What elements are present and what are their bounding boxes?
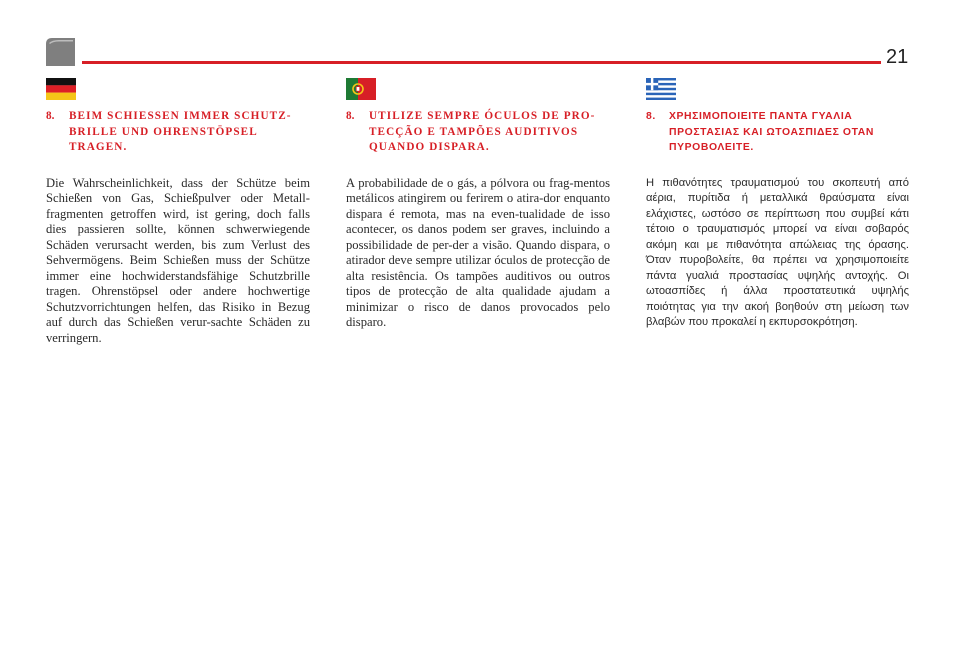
column-portuguese [346,78,610,331]
section-heading [346,109,610,156]
section-title: UTILIZE SEMPRE ÓCULOS DE PRO-TECÇÃO E TAMPÕES AUDITIVOS QUANDO DISPARA. [369,110,596,153]
section-title: ΧΡΗΣΙΜΟΠΟΙΕΙΤΕ ΠΑΝΤΑ ΓΥΑΛΙΑ ΠΡΟΣΤΑΣΙΑΣ ΚΑΙ ΩΤΟΑΣΠΙΔΕΣ ΟΤΑΝ ΠΥΡΟΒΟΛΕΙΤΕ. [669,111,874,153]
section-heading [646,109,909,156]
header-rule [82,61,881,64]
portugal-flag-icon [346,78,376,100]
germany-flag-icon [46,78,76,100]
column-german [46,78,310,346]
section-body: Η πιθανότητες τραυματισμού του σκοπευτή από αέρια, πυρίτιδα ή μεταλλικά θραύσματα είναι ελάχιστες, ωστόσο σε περίπτωση που συμβεί κάτι τέτοιο ο τραυματισμός μπορεί να είναι σοβαρός ακόμη και με πιθανότητα απώλειας της όρασης. Όταν πυροβολείτε, θα πρέπει να χρησιμοποιείτε πάντα γυαλιά προστασίας υψηλής αντοχής. Οι ωτοασπίδες ή άλλα προστατευτικά υψηλής ποιότητας για την ακοή βοηθούν στη μείωση των βλαβών που προκαλεί η εκπυρσοκρότηση. [646,176,909,328]
section-title: BEIM SCHIESSEN IMMER SCHUTZ-BRILLE UND OHRENSTÖPSEL TRAGEN. [69,110,292,153]
section-number: 8. [646,111,656,122]
greece-flag-icon [646,78,676,100]
section-heading [46,109,310,156]
section-number: 8. [346,110,355,122]
section-body: Die Wahrscheinlichkeit, dass der Schütze beim Schießen von Gas, Schießpulver oder Metall-fragmenten getroffen wird, ist gering, doch falls dies passieren sollte, können schwerwiegende Schäden verursacht werden, bis zum Verlust des Sehvermögens. Beim Schießen muss der Schütze immer eine hochwiderstandsfähige Schutzbrille tragen. Ohrenstöpsel oder andere hochwertige Schutzvorrichtungen helfen, das Risiko in Bezug auf durch das Schießen verur-sachte Schäden zu verringern. [46,175,310,345]
page-number: 21 [886,46,909,68]
section-body: A probabilidade de o gás, a pólvora ou frag-mentos metálicos atingirem ou ferirem o atira-dor enquanto dispara é remota, mas na even-tualidade de isso acontecer, os danos podem ser graves, incluindo a possibilidade de per-der a visão. Quando dispara, o atirador deve sempre utilizar óculos de protecção de alta resistência. Os tampões auditivos ou outros tipos de protecção de alta qualidade ajudam a minimizar o risco de danos provocados pelo disparo. [346,175,610,329]
corner-logo-icon [46,38,75,66]
column-greek [646,78,909,331]
section-number: 8. [46,110,55,122]
